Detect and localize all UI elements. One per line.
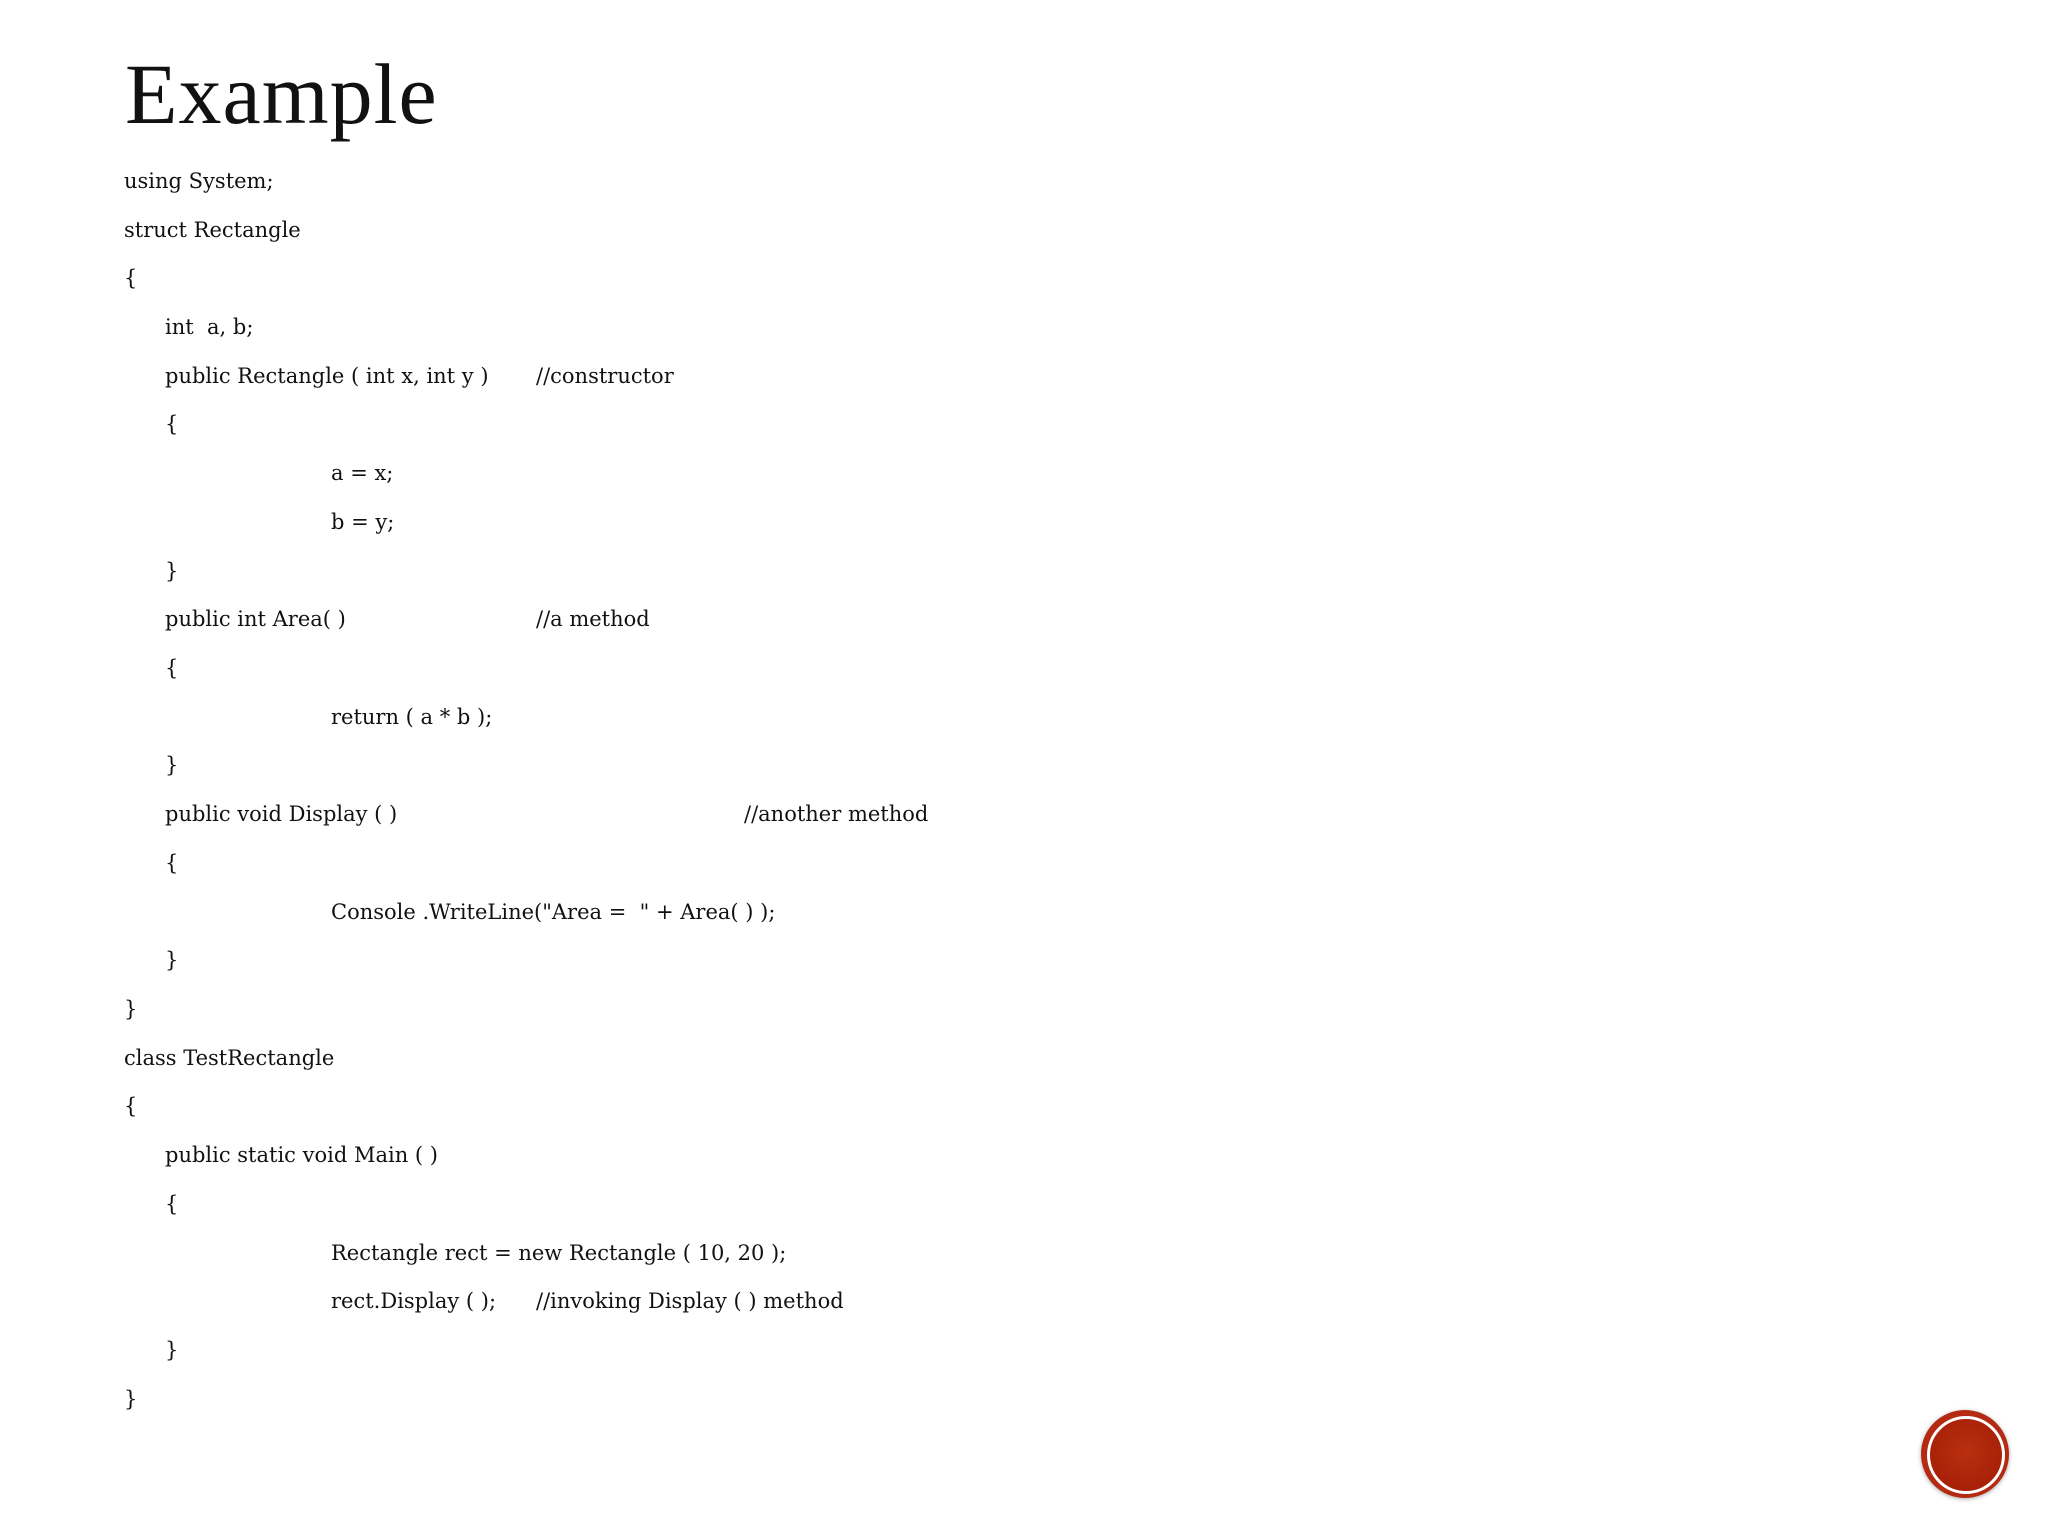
- code-text: {: [165, 851, 179, 875]
- code-comment: //constructor: [536, 364, 674, 388]
- code-text: a = x;: [331, 461, 394, 485]
- code-text: }: [124, 997, 138, 1021]
- code-text: Console .WriteLine("Area = " + Area( ) );: [331, 900, 776, 924]
- code-line: [124, 1286, 844, 1316]
- code-line: [124, 799, 929, 829]
- code-comment: //another method: [744, 802, 929, 826]
- code-text: {: [124, 1094, 138, 1118]
- code-text: }: [165, 753, 179, 777]
- code-text: struct Rectangle: [124, 218, 301, 242]
- code-text: public void Display ( ): [165, 802, 398, 826]
- code-line: [124, 361, 674, 391]
- circle-badge-icon: [1927, 1416, 2005, 1494]
- code-text: class TestRectangle: [124, 1046, 335, 1070]
- code-text: public static void Main ( ): [165, 1143, 438, 1167]
- code-line: [124, 604, 650, 634]
- code-text: Rectangle rect = new Rectangle ( 10, 20 );: [331, 1241, 787, 1265]
- code-text: public int Area( ): [165, 607, 346, 631]
- code-text: {: [165, 412, 179, 436]
- code-text: return ( a * b );: [331, 705, 493, 729]
- slide-nav-circle-button[interactable]: [1921, 1410, 2009, 1498]
- code-text: {: [124, 266, 138, 290]
- code-text: }: [124, 1387, 138, 1411]
- code-text: }: [165, 948, 179, 972]
- code-comment: //a method: [536, 607, 650, 631]
- code-text: b = y;: [331, 510, 395, 534]
- slide-title: Example: [125, 46, 438, 142]
- code-text: }: [165, 559, 179, 583]
- code-text: public Rectangle ( int x, int y ): [165, 364, 489, 388]
- code-text: {: [165, 656, 179, 680]
- code-text: using System;: [124, 169, 274, 193]
- code-text: rect.Display ( );: [331, 1289, 497, 1313]
- code-comment: //invoking Display ( ) method: [536, 1289, 844, 1313]
- code-text: }: [165, 1338, 179, 1362]
- code-text: int a, b;: [165, 315, 254, 339]
- code-text: {: [165, 1192, 179, 1216]
